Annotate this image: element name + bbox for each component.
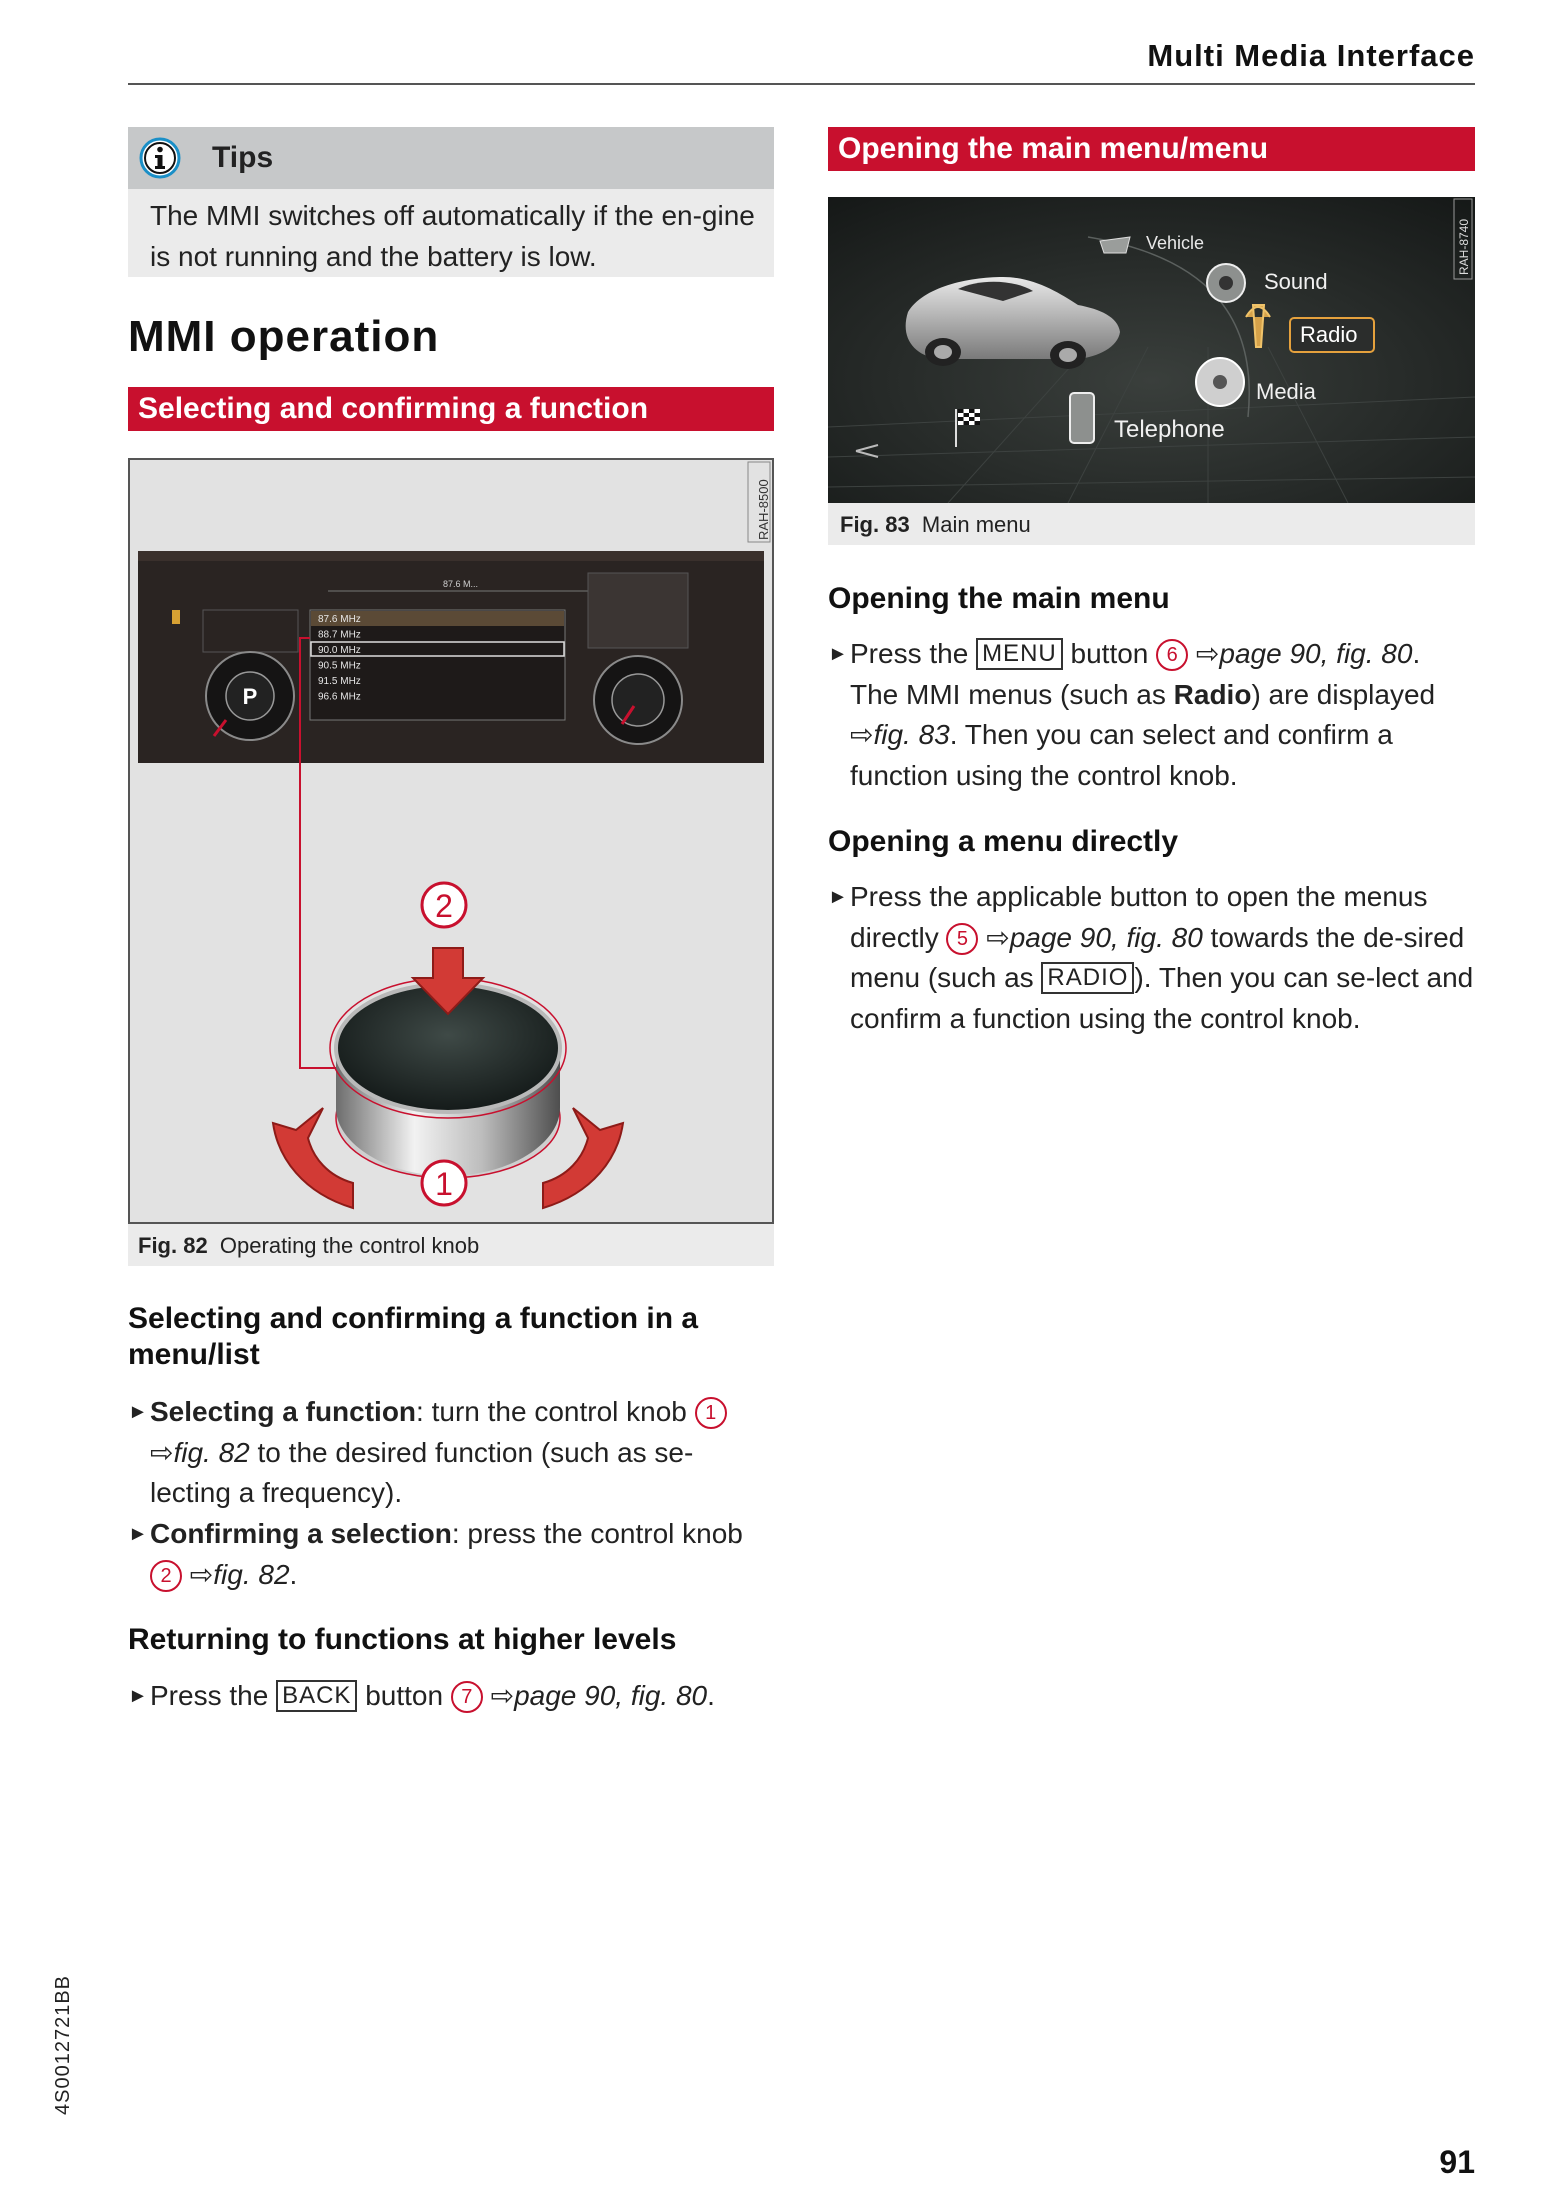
figure-82-label: Fig. 82 xyxy=(138,1233,208,1258)
bullet-icon: ► xyxy=(828,643,848,665)
frequency-item: 96.6 MHz xyxy=(318,691,361,703)
heading-selecting: Selecting and confirming a function in a menu/list xyxy=(128,1302,699,1371)
svg-text:1: 1 xyxy=(435,1166,453,1202)
heading-opening-directly: Opening a menu directly xyxy=(828,825,1179,858)
figure-83-code: RAH-8740 xyxy=(1457,218,1471,275)
info-icon xyxy=(138,136,182,180)
callout-ref-2: 2 xyxy=(150,1560,182,1592)
fig-ref-link[interactable]: fig. 83 xyxy=(873,719,950,750)
page-ref-link[interactable]: page 90, fig. 80 xyxy=(1219,638,1413,669)
figure-82-code: RAH-8500 xyxy=(756,479,771,540)
arrow-icon: ⇨ xyxy=(986,921,1010,953)
menu-vehicle: Vehicle xyxy=(1146,233,1205,253)
menu-sound: Sound xyxy=(1264,269,1328,294)
figure-83-caption xyxy=(840,512,1031,538)
figure-82-caption xyxy=(138,1233,479,1259)
radio-key: RADIO xyxy=(1041,962,1134,994)
tips-title: Tips xyxy=(212,141,274,174)
heading-returning: Returning to functions at higher levels xyxy=(128,1623,677,1656)
arrow-icon: ⇨ xyxy=(1195,638,1220,669)
figure-83-label: Fig. 83 xyxy=(840,512,910,537)
list-item-selecting: ► Selecting a function: turn the control knob 1 ⇨fig. 82 to the desired function (such as se-lecting a frequency). xyxy=(128,1392,774,1514)
fig-ref-link[interactable]: fig. 82 xyxy=(173,1436,250,1468)
telephone-icon xyxy=(1070,393,1094,443)
callout-ref-6: 6 xyxy=(1156,639,1188,671)
figure-82-control-knob xyxy=(128,458,774,1224)
arrow-icon: ⇨ xyxy=(189,1558,214,1590)
menu-telephone: Telephone xyxy=(1114,416,1225,443)
arrow-icon: ⇨ xyxy=(490,1680,515,1711)
arrow-icon: ⇨ xyxy=(150,1436,174,1468)
frequency-item: 88.7 MHz xyxy=(318,629,361,641)
list-item-confirming: ► Confirming a selection: press the control knob 2 ⇨fig. 82. xyxy=(128,1514,774,1595)
frequency-item: 90.5 MHz xyxy=(318,660,361,672)
gear-indicator: P xyxy=(242,684,258,709)
fig-ref-link[interactable]: fig. 82 xyxy=(213,1558,290,1590)
page-ref-link[interactable]: page 90, fig. 80 xyxy=(514,1680,708,1711)
page-ref-link[interactable]: page 90, fig. 80 xyxy=(1009,921,1203,953)
svg-text:2: 2 xyxy=(435,888,453,924)
arrow-icon: ⇨ xyxy=(850,719,874,750)
page-heading: MMI operation xyxy=(128,312,440,361)
list-item-direct: ► Press the applicable button to open the menus directly 5 ⇨page 90, fig. 80 towards the de-sired menu (such as RADIO ). Then you can se-lect and confirm a function using the control knob. xyxy=(828,877,1475,1039)
frequency-item: 90.0 MHz xyxy=(318,645,361,656)
frequency-item: 91.5 MHz xyxy=(318,676,361,687)
menu-media: Media xyxy=(1256,379,1316,404)
frequency-item: 87.6 MHz xyxy=(318,614,361,625)
header-rule xyxy=(128,83,1475,85)
figure-82-caption-text: Operating the control knob xyxy=(219,1233,480,1258)
section-bar-selecting: Selecting and confirming a function xyxy=(128,387,774,431)
callout-ref-7: 7 xyxy=(451,1681,483,1713)
figure-83-main-menu xyxy=(828,197,1475,503)
bullet-icon: ► xyxy=(128,1401,148,1423)
bullet-icon: ► xyxy=(828,886,848,908)
tips-text: The MMI switches off automatically if the en-gine is not running and the battery is low. xyxy=(150,200,755,272)
list-item-back: ► Press the BACK button 7 ⇨page 90, fig. 80. xyxy=(128,1676,774,1717)
section-bar-opening: Opening the main menu/menu xyxy=(828,127,1475,171)
bullet-icon: ► xyxy=(128,1523,148,1545)
tips-header xyxy=(128,127,774,189)
figure-83-caption-text: Main menu xyxy=(921,512,1031,537)
tips-box xyxy=(128,127,774,277)
cluster-text: 87.6 M... xyxy=(443,579,479,589)
menu-radio: Radio xyxy=(1300,322,1358,347)
back-key: BACK xyxy=(276,1680,357,1712)
list-item-menu: ► Press the MENU button 6 ⇨page 90, fig. 80. The MMI menus (such as Radio) are displayed ⇨fig. 83. Then you can select and confirm a function using the control knob. xyxy=(828,634,1475,796)
heading-opening-main-menu: Opening the main menu xyxy=(828,582,1170,615)
section-title: Multi Media Interface xyxy=(1147,38,1475,73)
callout-ref-5: 5 xyxy=(946,923,978,955)
bullet-icon: ► xyxy=(128,1685,148,1707)
callout-ref-1: 1 xyxy=(695,1397,727,1429)
document-code: 4S0012721BB xyxy=(52,1974,74,2115)
page-number: 91 xyxy=(1439,2144,1475,2180)
menu-key: MENU xyxy=(976,638,1063,670)
